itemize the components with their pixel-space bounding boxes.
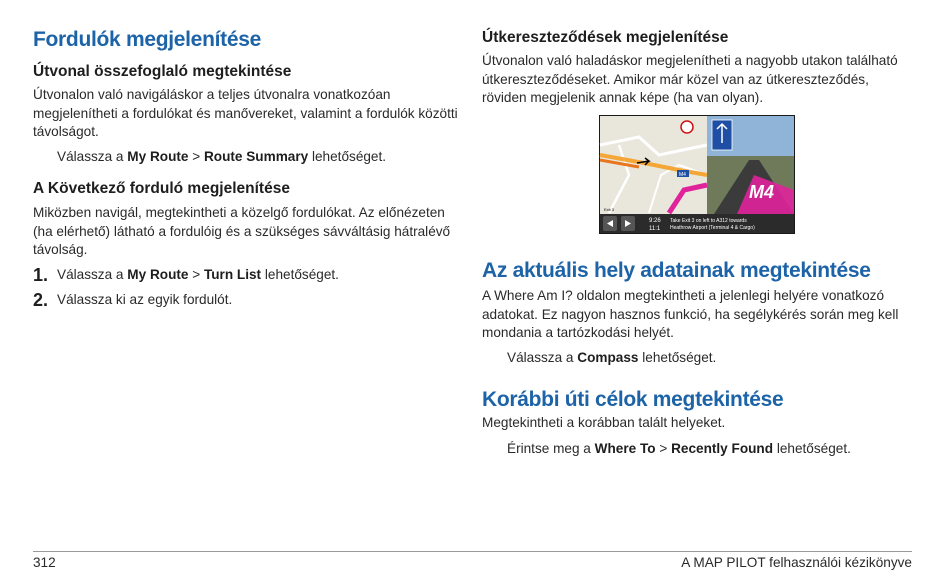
route-summary-instruction: Válassza a My Route > Route Summary lehetőséget. bbox=[57, 149, 387, 164]
manual-title: A MAP PILOT felhasználói kézikönyve bbox=[681, 555, 912, 570]
where-am-i-paragraph: A Where Am I? oldalon megtekintheti a jelenlegi helyére vonatkozó adatokat. Ez nagyon hasznos funkció, ha segélykérés során meg kell mondania a tartózkodási helyét. bbox=[482, 288, 899, 341]
menu-path-recently-found: Recently Found bbox=[671, 441, 774, 456]
recent-destinations-paragraph: Megtekintheti a korábban talált helyeket. bbox=[482, 415, 726, 430]
route-summary-paragraph: Útvonalon való navigáláskor a teljes útvonalra vonatkozóan megjelenítheti a fordulókat és manővereket, valamint a fordulók közötti távolságot. bbox=[33, 87, 458, 140]
next-turn-paragraph: Miközben navigál, megtekintheti a közelgő fordulókat. Az előnézeten (ha elérhető) látható a fordulóig és a szükséges sávváltásig hátralévő távolság. bbox=[33, 205, 451, 258]
clock-bottom: 11:1 bbox=[649, 226, 661, 232]
junction-view-screenshot bbox=[599, 115, 795, 234]
menu-path-my-route: My Route bbox=[127, 267, 189, 282]
menu-path-my-route: My Route bbox=[127, 149, 189, 164]
where-am-i-instruction: Válassza a Compass lehetőséget. bbox=[507, 350, 717, 365]
step-text-1: Válassza a My Route > Turn List lehetőséget. bbox=[57, 267, 339, 282]
map-road-shield: M4 bbox=[679, 172, 686, 178]
step-text-2: Válassza ki az egyik fordulót. bbox=[57, 292, 233, 307]
section-title-turns: Fordulók megjelenítése bbox=[33, 28, 261, 51]
junctions-paragraph: Útvonalon való haladáskor megjelenítheti a nagyobb utakon található útkereszteződéseket. Amikor már közel van az útkereszteződés, röviden megjelenik annak képe (ha van olyan). bbox=[482, 53, 898, 106]
step-number-1: 1. bbox=[33, 265, 49, 285]
section-title-where-am-i: Az aktuális hely adatainak megtekintése bbox=[482, 259, 871, 282]
menu-path-compass: Compass bbox=[577, 350, 639, 365]
map-view bbox=[600, 116, 707, 214]
menu-path-turn-list: Turn List bbox=[203, 267, 262, 282]
recent-destinations-instruction: Érintse meg a Where To > Recently Found lehetőséget. bbox=[507, 441, 851, 456]
exit-label: Exit 3 bbox=[604, 207, 615, 212]
subsection-title-junctions: Útkereszteződések megjelenítése bbox=[482, 29, 729, 46]
section-title-recent-destinations: Korábbi úti célok megtekintése bbox=[482, 388, 784, 411]
page-number: 312 bbox=[33, 555, 56, 570]
footer-divider bbox=[33, 551, 912, 552]
instruction-line-2: Heathrow Airport (Terminal 4 & Cargo) bbox=[670, 225, 755, 231]
subsection-title-route-summary: Útvonal összefoglaló megtekintése bbox=[33, 63, 292, 80]
junction-view bbox=[707, 116, 794, 214]
road-label: M4 bbox=[749, 182, 775, 202]
clock-top: 9:26 bbox=[649, 218, 661, 224]
subsection-title-next-turn: A Következő forduló megjelenítése bbox=[33, 180, 290, 197]
instruction-line-1: Take Exit 3 on left to A312 towards bbox=[670, 218, 747, 224]
menu-path-route-summary: Route Summary bbox=[203, 149, 309, 164]
menu-path-where-to: Where To bbox=[594, 441, 656, 456]
step-number-2: 2. bbox=[33, 290, 49, 310]
